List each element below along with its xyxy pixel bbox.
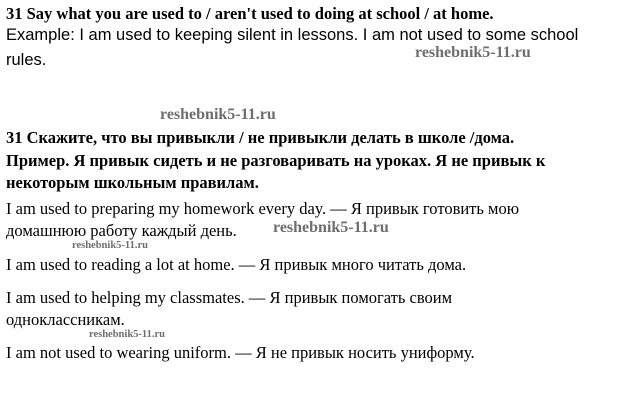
watermark: reshebnik5-11.ru xyxy=(160,106,276,123)
english-example-line-2: rules. xyxy=(6,51,47,69)
russian-heading-line-2: Пример. Я привык сидеть и не разговаривать на уроках. Я не привык к xyxy=(6,151,546,170)
watermark: reshebnik5-11.ru xyxy=(415,44,531,61)
english-heading: 31 Say what you are used to / aren't used to doing at school / at home. xyxy=(6,4,494,23)
watermark: reshebnik5-11.ru xyxy=(72,240,148,251)
watermark: reshebnik5-11.ru xyxy=(89,329,165,340)
answer-4-line-1: I am not used to wearing uniform. — Я не привык носить униформу. xyxy=(6,343,475,362)
russian-heading-line-1: 31 Скажите, что вы привыкли / не привыкли делать в школе /дома. xyxy=(6,128,515,147)
russian-heading-line-3: некоторым школьным правилам. xyxy=(6,173,259,192)
answer-1-line-1: I am used to preparing my homework every day. — Я привык готовить мою xyxy=(6,199,520,218)
watermark: reshebnik5-11.ru xyxy=(273,219,389,236)
answer-3-line-1: I am used to helping my classmates. — Я привык помогать своим xyxy=(6,288,453,307)
answer-2-line-1: I am used to reading a lot at home. — Я привык много читать дома. xyxy=(6,255,467,274)
answer-1-line-2: домашнюю работу каждый день. xyxy=(6,221,237,240)
english-example-line-1: Example: I am used to keeping silent in lessons. I am not used to some school xyxy=(6,26,579,44)
answer-3-line-2: одноклассникам. xyxy=(6,310,125,329)
